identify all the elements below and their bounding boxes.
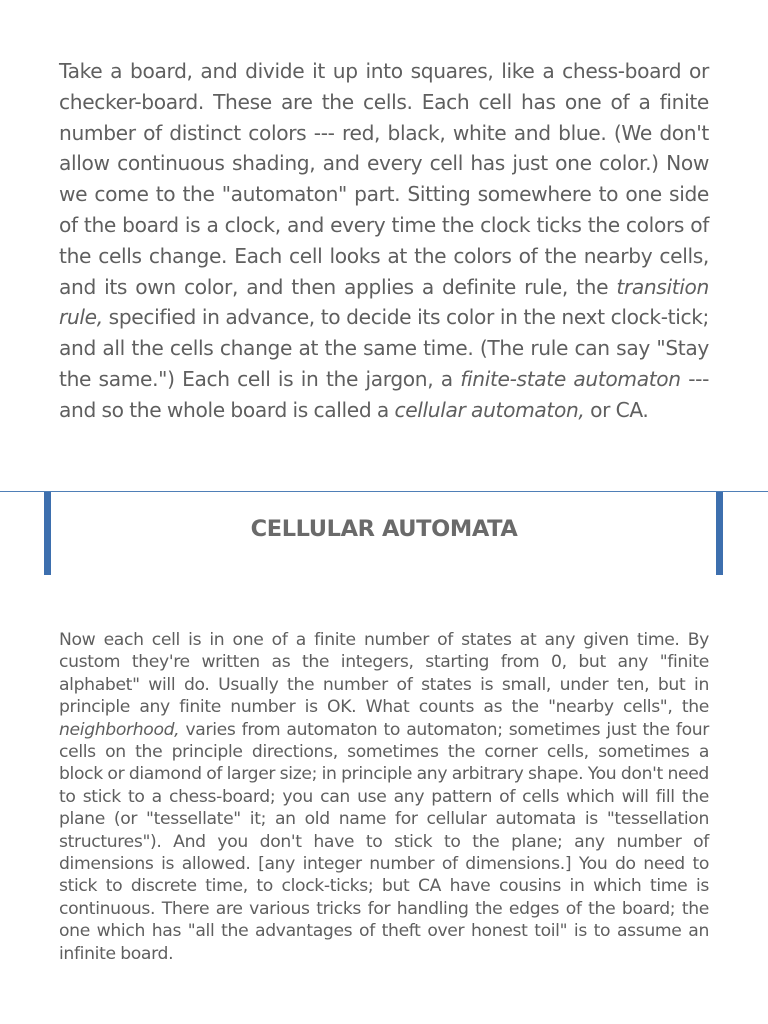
section-title: CELLULAR AUTOMATA <box>250 516 518 542</box>
intro-emphasis-finite-state-automaton: finite-state automaton <box>460 366 681 391</box>
intro-text-1: Take a board, and divide it up into squares, like a chess-board or checker-board. These are the cells. Each cell has one of a finite number of distinct colors --- red, black, white and blue. (We don't allow continuous shading, and every cell has just one color.) Now we come to the "automaton" part. Sitting somewhere to one side of the board is a clock, and every time the clock ticks the colors of the cells change. Each cell looks at the colors of the nearby cells, and its own color, and then applies a definite rule, the <box>59 59 709 299</box>
body-text-2: varies from automaton to automaton; sometimes just the four cells on the principle directions, sometimes the corner cells, sometimes a block or diamond of larger size; in principle any arbitrary shape. You don't need to stick to a chess-board; you can use any pattern of cells which will fill the plane (or "tessellate" it; an old name for cellular automata is "tessellation structures"). And you don't have to stick to the plane; any number of dimensions is allowed. [any integer number of dimensions.] You do need to stick to discrete time, to clock-ticks; but CA have cousins in which time is continuous. There are various tricks for handling the edges of the board; the one which has "all the advantages of theft over honest toil" is to assume an infinite board. <box>59 719 709 964</box>
body-emphasis-neighborhood: neighborhood, <box>59 719 180 740</box>
body-text-1: Now each cell is in one of a finite number of states at any given time. By custom they're written as the integers, starting from 0, but any "finite alphabet" will do. Usually the number of states is small, under ten, but in principle any finite number is OK. What counts as the "nearby cells", the <box>59 630 709 718</box>
body-paragraph <box>59 629 709 965</box>
intro-text-3: --- and so the whole board is called a <box>59 366 710 422</box>
intro-emphasis-cellular-automaton: cellular automaton, <box>394 397 585 422</box>
section-divider <box>0 491 768 492</box>
intro-emphasis-transition-rule: transition rule, <box>59 274 709 330</box>
intro-text-2: specified in advance, to decide its color in the next clock-tick; and all the cells change at the same time. (The rule can say "Stay the same.") Each cell is in the jargon, a <box>59 305 709 391</box>
intro-paragraph <box>59 56 709 426</box>
intro-text-4: or CA. <box>584 397 649 422</box>
